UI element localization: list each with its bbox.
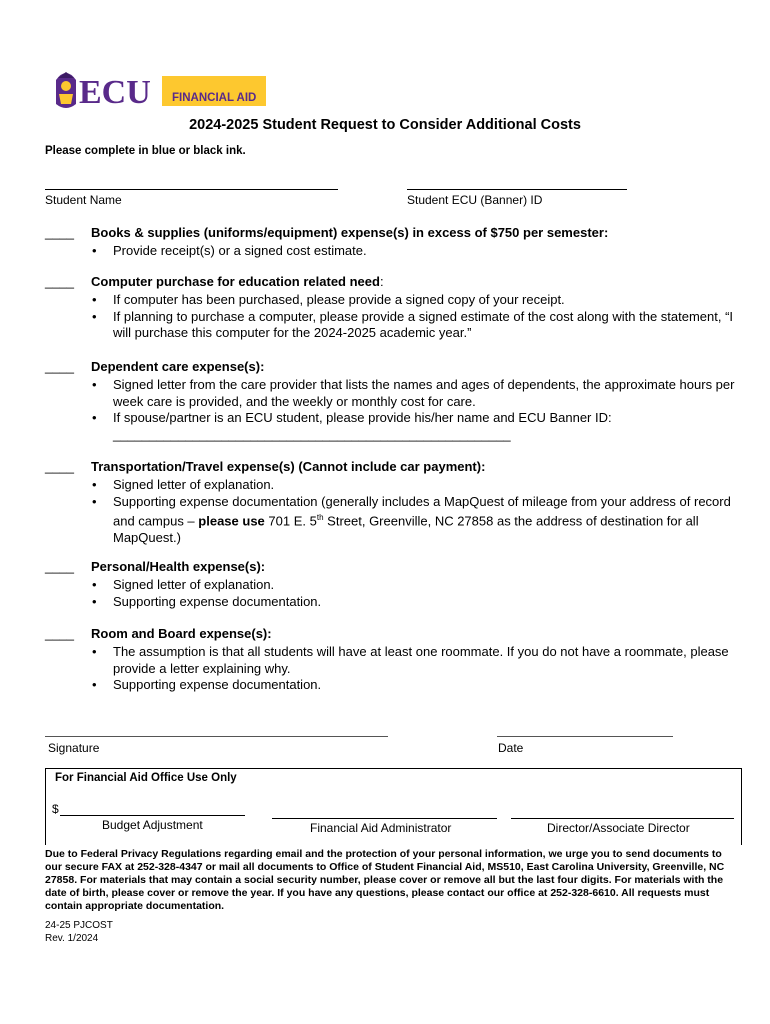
form-code: 24-25 PJCOST	[45, 920, 113, 931]
room-heading: Room and Board expense(s):	[91, 626, 272, 641]
computer-heading-colon: :	[379, 274, 384, 289]
date-label: Date	[498, 741, 524, 755]
address-rest: Street, Greenville, NC 27858 as the address of destination for all MapQuest.)	[113, 513, 699, 545]
form-instructions: Please complete in blue or black ink.	[45, 145, 246, 157]
office-use-box	[45, 768, 742, 845]
student-name-label: Student Name	[45, 193, 122, 207]
list-item: • Signed letter from the care provider that lists the names and ages of dependents, the approximate hours per week care is provided, and the weekly or monthly cost for care.	[113, 377, 735, 410]
list-item	[113, 494, 735, 547]
section-computer	[45, 274, 735, 342]
list-item: • The assumption is that all students will have at least one roommate. If you do not have a roommate, please provide a letter explaining why.	[113, 644, 735, 677]
logo-tagline: FINANCIAL AID	[172, 92, 257, 104]
signature-label: Signature	[48, 741, 100, 755]
computer-checkbox-blank[interactable]: ____	[45, 274, 74, 289]
form-footer	[45, 920, 113, 945]
budget-adjustment-field[interactable]	[60, 815, 245, 816]
director-label: Director/Associate Director	[547, 821, 690, 835]
address-superscript: th	[316, 513, 324, 522]
pirate-emblem-icon	[56, 72, 76, 108]
list-item: • If computer has been purchased, please provide a signed copy of your receipt.	[113, 292, 735, 309]
student-id-label: Student ECU (Banner) ID	[407, 193, 543, 207]
list-item: • Signed letter of explanation.	[113, 477, 735, 494]
computer-heading: Computer purchase for education related need	[91, 274, 380, 289]
section-personal-health	[45, 559, 735, 610]
mapquest-text: Supporting expense documentation (generally includes a MapQuest of mileage from your address of record and campus –	[113, 493, 731, 529]
list-item: • If planning to purchase a computer, please provide a signed estimate of the cost along with the statement, “I will purchase this computer for the 2024-2025 academic year.”	[113, 309, 735, 342]
dependent-checkbox-blank[interactable]: ____	[45, 359, 74, 374]
privacy-notice: Due to Federal Privacy Regulations regarding email and the protection of your personal information, we urge you to send documents to our secure FAX at 252-328-4347 or mail all documents to Office of Student Financial Aid, MS510, East Carolina University, Greenville, NC 27858. For materials that may contain a social security number, please cover or remove all but the last four digits. For materials with the date of birth, please cover or remove the year. If you have any questions, please contact our office at 252-328-6610. All requests must contain appropriate documentation.	[45, 848, 725, 912]
administrator-label: Financial Aid Administrator	[310, 821, 452, 835]
please-use-text: please use	[198, 513, 265, 529]
health-checkbox-blank[interactable]: ____	[45, 559, 74, 574]
administrator-field[interactable]	[272, 818, 497, 819]
books-heading: Books & supplies (uniforms/equipment) expense(s) in excess of $750 per semester:	[91, 225, 609, 240]
dollar-sign: $	[52, 802, 59, 816]
room-checkbox-blank[interactable]: ____	[45, 626, 74, 641]
list-item: • If spouse/partner is an ECU student, please provide his/her name and ECU Banner ID:	[113, 410, 735, 427]
form-revision: Rev. 1/2024	[45, 932, 99, 944]
address-text: 701 E. 5	[268, 513, 317, 529]
health-heading: Personal/Health expense(s):	[91, 559, 266, 574]
dependent-heading: Dependent care expense(s):	[91, 359, 265, 374]
student-id-field[interactable]	[407, 189, 627, 190]
section-room-board	[45, 626, 735, 694]
list-item: • Supporting expense documentation.	[113, 677, 735, 694]
student-name-field[interactable]	[45, 189, 338, 190]
section-dependent-care	[45, 359, 735, 443]
transport-checkbox-blank[interactable]: ____	[45, 459, 74, 474]
spouse-id-field[interactable]: _______________________________________________________	[113, 426, 511, 442]
director-field[interactable]	[511, 818, 734, 819]
ecu-financial-aid-logo	[52, 68, 267, 112]
transport-heading: Transportation/Travel expense(s) (Cannot include car payment):	[91, 459, 486, 474]
section-books	[45, 225, 735, 260]
section-transportation	[45, 459, 735, 546]
list-item: • Provide receipt(s) or a signed cost estimate.	[113, 243, 735, 260]
books-checkbox-blank[interactable]: ____	[45, 225, 74, 240]
signature-field[interactable]	[45, 736, 388, 737]
list-item: • Signed letter of explanation.	[113, 577, 735, 594]
date-field[interactable]	[497, 736, 673, 737]
logo-wordmark: ECU	[79, 74, 151, 111]
office-use-title: For Financial Aid Office Use Only	[55, 772, 237, 784]
form-title: 2024-2025 Student Request to Consider Additional Costs	[189, 117, 581, 133]
budget-adjustment-label: Budget Adjustment	[102, 818, 203, 832]
list-item: • Supporting expense documentation.	[113, 594, 735, 611]
